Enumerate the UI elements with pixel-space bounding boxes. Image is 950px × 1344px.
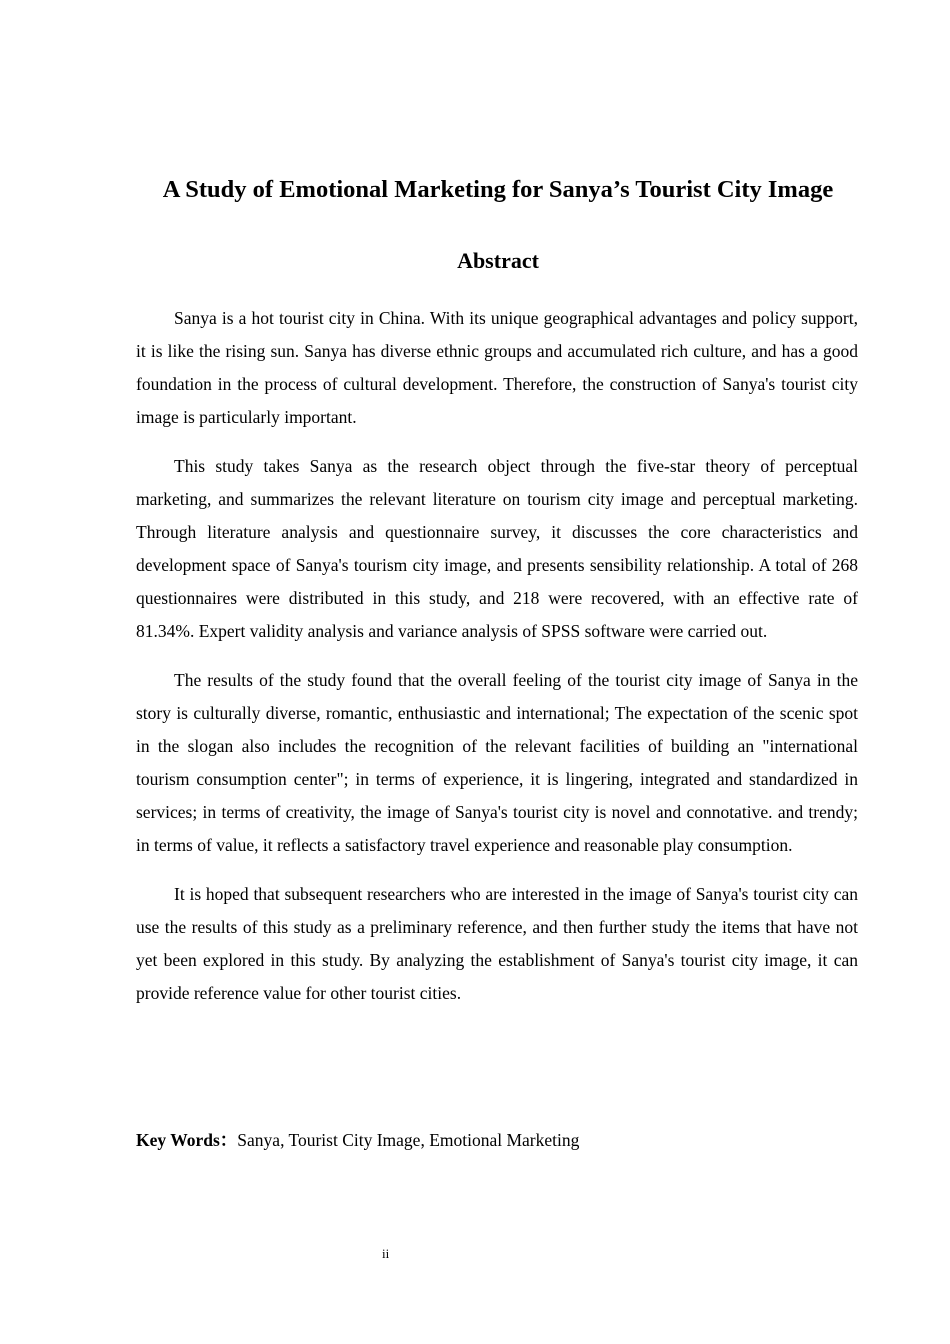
keywords-value: Sanya, Tourist City Image, Emotional Marketing [237,1130,580,1150]
keywords-label: Key Words： [136,1130,238,1150]
abstract-body [136,302,858,1026]
abstract-paragraph: This study takes Sanya as the research object through the five-star theory of perceptual marketing, and summarizes the relevant literature on tourism city image and perceptual marketing. Through literature analysis and questionnaire survey, it discusses the core characteristics and development space of Sanya's tourism city image, and presents sensibility relationship. A total of 268 questionnaires were distributed in this study, and 218 were recovered, with an effective rate of 81.34%. Expert validity analysis and variance analysis of SPSS software were carried out. [136,456,858,641]
page-number: ii [382,1246,390,1261]
abstract-paragraph: It is hoped that subsequent researchers who are interested in the image of Sanya's tourist city can use the results of this study as a preliminary reference, and then further study the items that have not yet been explored in this study. By analyzing the establishment of Sanya's tourist city image, it can provide reference value for other tourist cities. [136,884,858,1003]
abstract-heading: Abstract [457,248,539,273]
document-title: A Study of Emotional Marketing for Sanya’s Tourist City Image [162,176,834,203]
abstract-paragraph: Sanya is a hot tourist city in China. With its unique geographical advantages and policy support, it is like the rising sun. Sanya has diverse ethnic groups and accumulated rich culture, and has a good foundation in the process of cultural development. Therefore, the construction of Sanya's tourist city image is particularly important. [136,308,858,427]
abstract-paragraph: The results of the study found that the overall feeling of the tourist city image of Sanya in the story is culturally diverse, romantic, enthusiastic and international; The expectation of the scenic spot in the slogan also includes the recognition of the relevant facilities of building an "international tourism consumption center"; in terms of experience, it is lingering, integrated and standardized in services; in terms of creativity, the image of Sanya's tourist city is novel and connotative. and trendy; in terms of value, it reflects a satisfactory travel experience and reasonable play consumption. [136,670,858,855]
keywords-line [136,1124,858,1157]
